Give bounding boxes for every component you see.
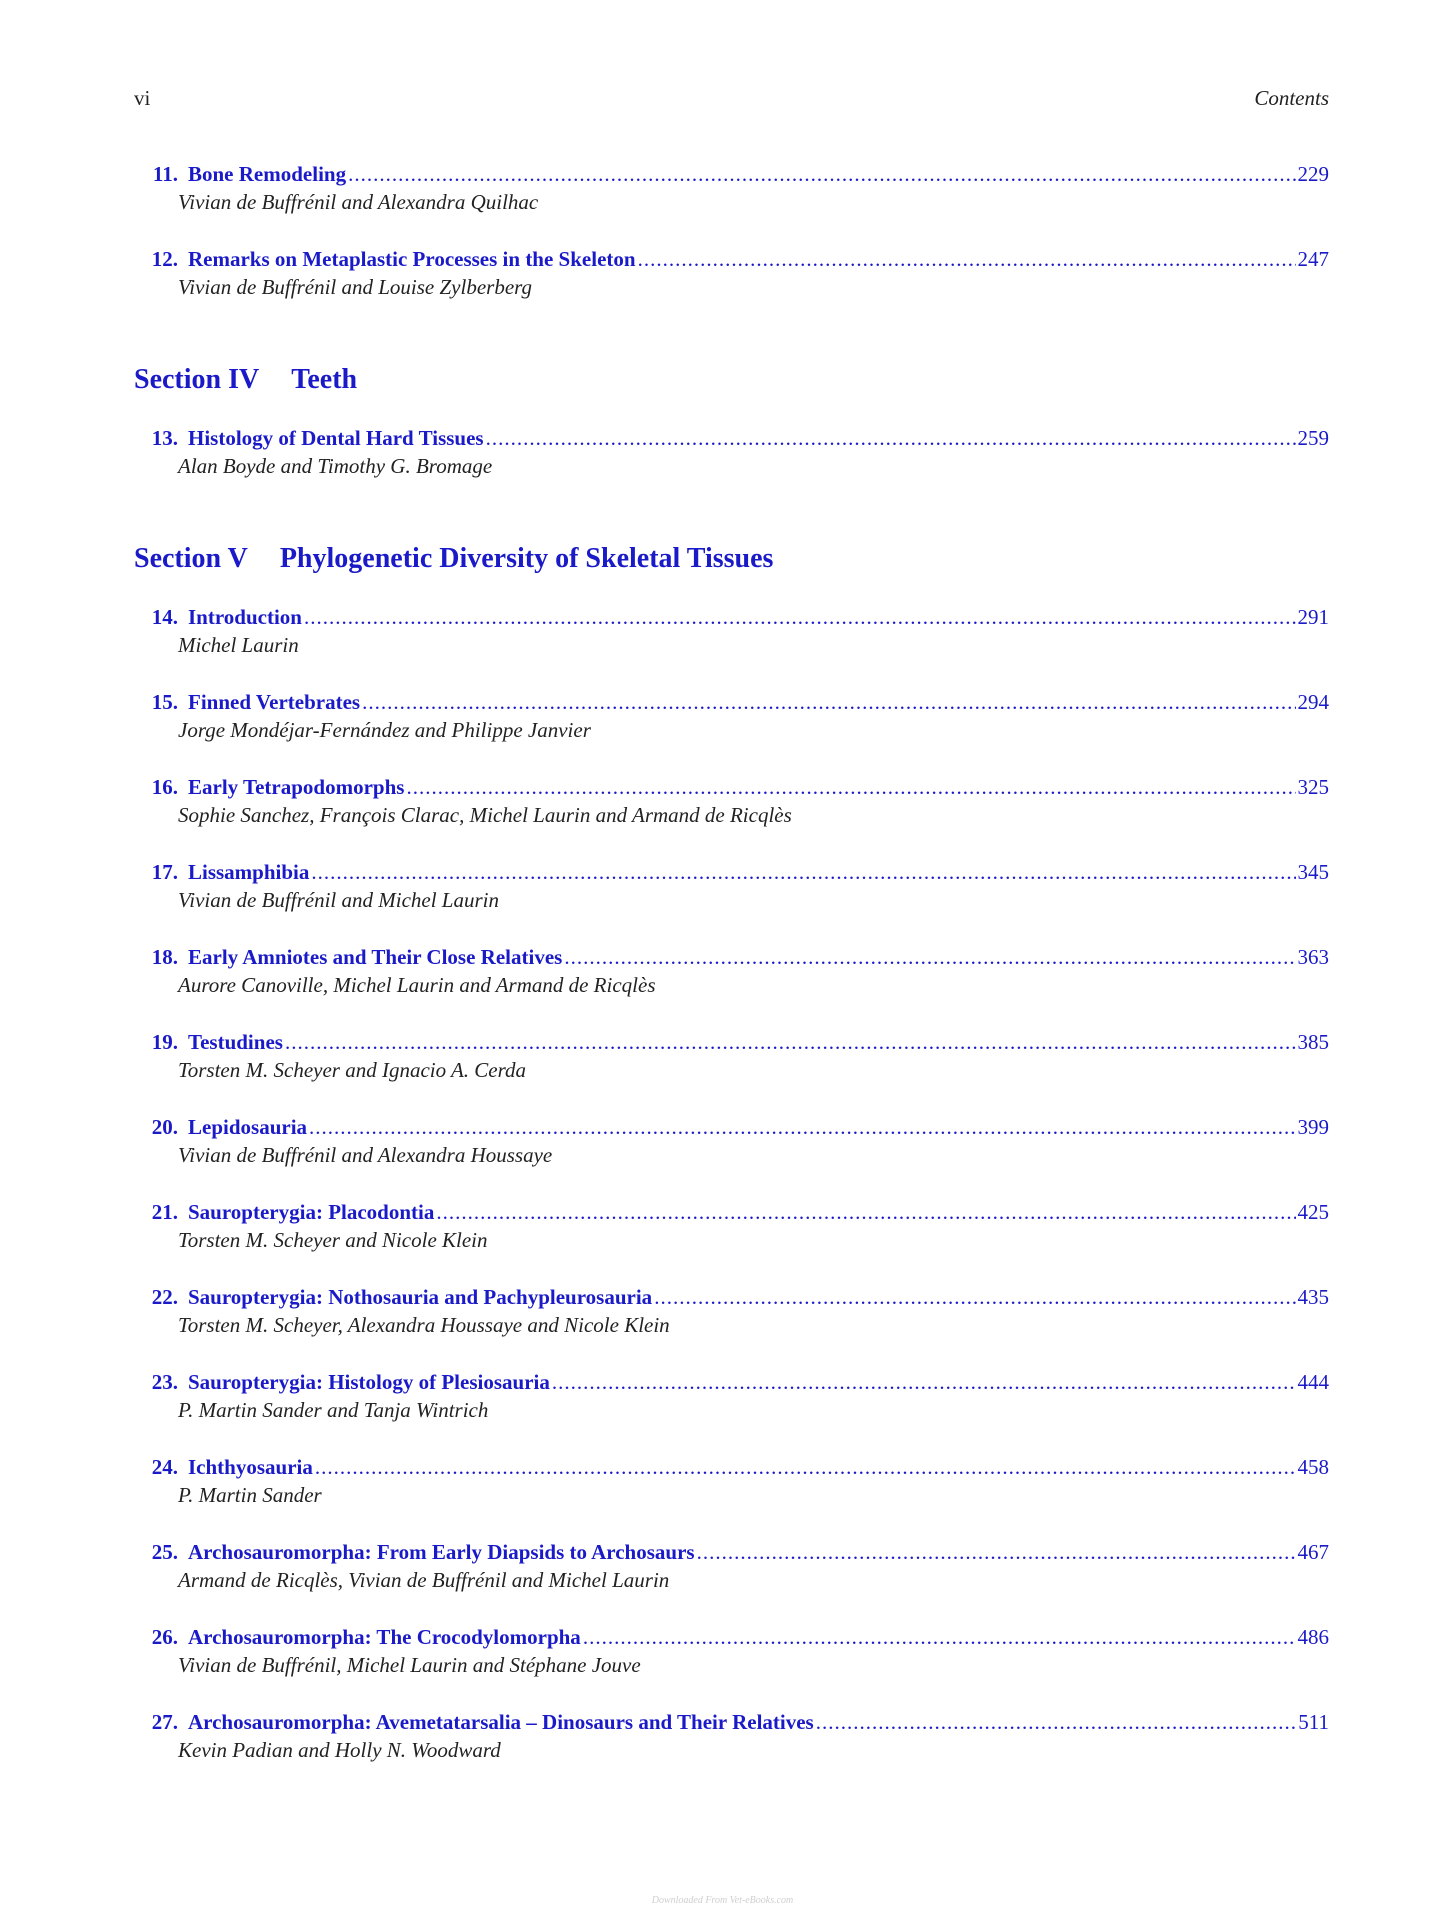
leader-dots <box>436 1200 1295 1225</box>
chapter-number: 12. <box>151 247 178 271</box>
page-number-link[interactable]: 294 <box>1297 690 1329 714</box>
section-label: Section IV <box>134 364 260 395</box>
running-head <box>134 86 1329 118</box>
toc-entry[interactable] <box>134 1370 1329 1423</box>
chapter-authors: Vivian de Buffrénil and Louise Zylberberg <box>178 275 533 299</box>
chapter-number: 26. <box>151 1625 178 1649</box>
chapter-title-link[interactable]: Early Amniotes and Their Close Relatives <box>188 945 563 969</box>
section-heading[interactable] <box>134 364 357 396</box>
page-number-link[interactable]: 467 <box>1297 1540 1329 1564</box>
chapter-number: 27. <box>151 1710 178 1734</box>
chapter-number: 13. <box>151 426 178 450</box>
page-number-link[interactable]: 399 <box>1297 1115 1329 1139</box>
section-title: Phylogenetic Diversity of Skeletal Tissues <box>279 543 774 574</box>
chapter-authors: Jorge Mondéjar-Fernández and Philippe Janvier <box>178 718 591 742</box>
chapter-title-link[interactable]: Sauropterygia: Placodontia <box>188 1200 435 1224</box>
toc-entry[interactable] <box>134 162 1329 215</box>
leader-dots <box>654 1285 1295 1310</box>
toc-entry[interactable] <box>134 247 1329 300</box>
leader-dots <box>304 605 1296 630</box>
section-label: Section V <box>134 543 248 574</box>
chapter-title-link[interactable]: Archosauromorpha: From Early Diapsids to Archosaurs <box>188 1540 695 1564</box>
page-number-link[interactable]: 247 <box>1297 247 1329 271</box>
page-number-link[interactable]: 458 <box>1297 1455 1329 1479</box>
leader-dots <box>816 1710 1297 1735</box>
page-number-link[interactable]: 435 <box>1297 1285 1329 1309</box>
chapter-number: 22. <box>151 1285 178 1309</box>
page-number-link[interactable]: 444 <box>1297 1370 1329 1394</box>
toc-entry[interactable] <box>134 1285 1329 1338</box>
chapter-number: 21. <box>151 1200 178 1224</box>
chapter-number: 16. <box>151 775 178 799</box>
leader-dots <box>348 162 1295 187</box>
chapter-authors: P. Martin Sander <box>178 1483 322 1507</box>
chapter-title-link[interactable]: Finned Vertebrates <box>188 690 361 714</box>
section-title: Teeth <box>291 364 358 395</box>
chapter-authors: Vivian de Buffrénil, Michel Laurin and Stéphane Jouve <box>178 1653 641 1677</box>
toc-entry[interactable] <box>134 1710 1329 1763</box>
chapter-authors: Michel Laurin <box>178 633 299 657</box>
download-watermark: Downloaded From Vet-eBooks.com <box>651 1895 794 1906</box>
chapter-authors: Torsten M. Scheyer and Nicole Klein <box>178 1228 488 1252</box>
toc-entry[interactable] <box>134 605 1329 658</box>
section-heading[interactable] <box>134 543 773 575</box>
leader-dots <box>362 690 1295 715</box>
chapter-authors: Vivian de Buffrénil and Michel Laurin <box>178 888 499 912</box>
page-number-link[interactable]: 345 <box>1297 860 1329 884</box>
chapter-authors: Vivian de Buffrénil and Alexandra Houssaye <box>178 1143 553 1167</box>
chapter-title-link[interactable]: Lissamphibia <box>188 860 310 884</box>
chapter-number: 23. <box>151 1370 178 1394</box>
chapter-title-link[interactable]: Histology of Dental Hard Tissues <box>188 426 484 450</box>
running-title: Contents <box>1254 86 1329 110</box>
toc-entry[interactable] <box>134 1030 1329 1083</box>
page-number-link[interactable]: 486 <box>1297 1625 1329 1649</box>
leader-dots <box>583 1625 1296 1650</box>
toc-entry[interactable] <box>134 775 1329 828</box>
toc-entry[interactable] <box>134 426 1329 479</box>
chapter-number: 19. <box>151 1030 178 1054</box>
leader-dots <box>309 1115 1295 1140</box>
chapter-title-link[interactable]: Archosauromorpha: The Crocodylomorpha <box>188 1625 581 1649</box>
chapter-number: 20. <box>151 1115 178 1139</box>
page-number-link[interactable]: 325 <box>1297 775 1329 799</box>
page-number-link[interactable]: 259 <box>1297 426 1329 450</box>
leader-dots <box>638 247 1296 272</box>
chapter-title-link[interactable]: Early Tetrapodomorphs <box>188 775 405 799</box>
chapter-title-link[interactable]: Archosauromorpha: Avemetatarsalia – Dinosaurs and Their Relatives <box>188 1710 814 1734</box>
chapter-number: 15. <box>151 690 178 714</box>
chapter-title-link[interactable]: Introduction <box>188 605 302 629</box>
chapter-authors: Aurore Canoville, Michel Laurin and Armand de Ricqlès <box>178 973 656 997</box>
page-number-link[interactable]: 363 <box>1297 945 1329 969</box>
chapter-number: 24. <box>151 1455 178 1479</box>
chapter-number: 17. <box>151 860 178 884</box>
toc-entry[interactable] <box>134 690 1329 743</box>
chapter-number: 25. <box>151 1540 178 1564</box>
page-number-link[interactable]: 511 <box>1298 1710 1329 1734</box>
page-number-link[interactable]: 229 <box>1297 162 1329 186</box>
leader-dots <box>564 945 1295 970</box>
chapter-authors: Torsten M. Scheyer and Ignacio A. Cerda <box>178 1058 527 1082</box>
page-number-link[interactable]: 425 <box>1297 1200 1329 1224</box>
chapter-number: 11. <box>152 162 178 186</box>
page-number-link[interactable]: 291 <box>1297 605 1329 629</box>
leader-dots <box>315 1455 1296 1480</box>
page-number-link[interactable]: 385 <box>1297 1030 1329 1054</box>
leader-dots <box>406 775 1295 800</box>
chapter-authors: Kevin Padian and Holly N. Woodward <box>178 1738 501 1762</box>
toc-entry[interactable] <box>134 1455 1329 1508</box>
leader-dots <box>486 426 1296 451</box>
chapter-authors: Armand de Ricqlès, Vivian de Buffrénil and Michel Laurin <box>178 1568 670 1592</box>
toc-entry[interactable] <box>134 1200 1329 1253</box>
chapter-title-link[interactable]: Remarks on Metaplastic Processes in the Skeleton <box>188 247 636 271</box>
chapter-number: 18. <box>151 945 178 969</box>
chapter-authors: Vivian de Buffrénil and Alexandra Quilhac <box>178 190 539 214</box>
leader-dots <box>697 1540 1296 1565</box>
chapter-authors: Alan Boyde and Timothy G. Bromage <box>178 454 493 478</box>
leader-dots <box>285 1030 1296 1055</box>
chapter-authors: Torsten M. Scheyer, Alexandra Houssaye and Nicole Klein <box>178 1313 670 1337</box>
chapter-title-link[interactable]: Testudines <box>188 1030 283 1054</box>
page-number: vi <box>134 86 151 110</box>
leader-dots <box>552 1370 1296 1395</box>
leader-dots <box>311 860 1295 885</box>
toc-entry[interactable] <box>134 1115 1329 1168</box>
toc-entry[interactable] <box>134 945 1329 998</box>
chapter-title-link[interactable]: Bone Remodeling <box>188 162 347 186</box>
chapter-title-link[interactable]: Ichthyosauria <box>188 1455 313 1479</box>
toc-entry[interactable] <box>134 1625 1329 1678</box>
toc-entry[interactable] <box>134 1540 1329 1593</box>
chapter-title-link[interactable]: Sauropterygia: Nothosauria and Pachypleurosauria <box>188 1285 653 1309</box>
chapter-authors: P. Martin Sander and Tanja Wintrich <box>178 1398 489 1422</box>
chapter-authors: Sophie Sanchez, François Clarac, Michel Laurin and Armand de Ricqlès <box>178 803 792 827</box>
chapter-number: 14. <box>151 605 178 629</box>
chapter-title-link[interactable]: Sauropterygia: Histology of Plesiosauria <box>188 1370 550 1394</box>
chapter-title-link[interactable]: Lepidosauria <box>188 1115 308 1139</box>
toc-entry[interactable] <box>134 860 1329 913</box>
